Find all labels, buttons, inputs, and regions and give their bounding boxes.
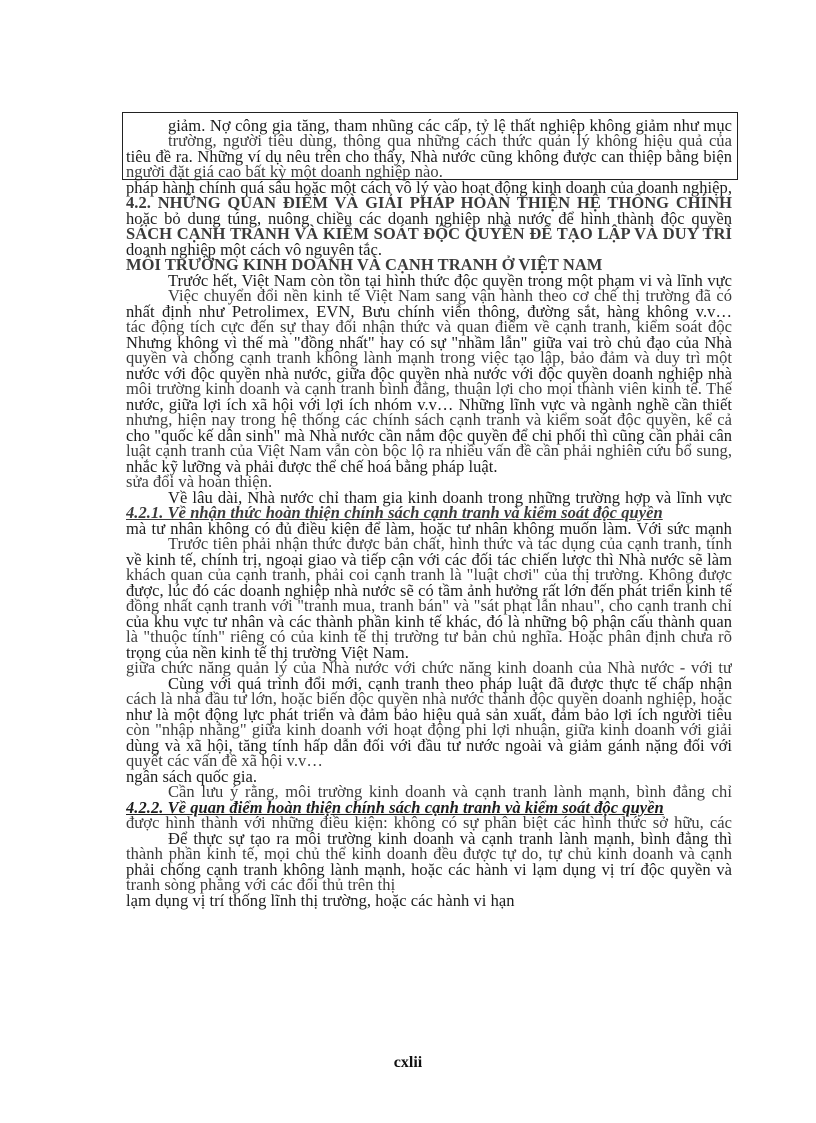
text-layer-back	[126, 125, 732, 900]
paragraph: giảm. Nợ công gia tăng, tham nhũng các cấp, tỷ lệ thất nghiệp không giảm như mục tiêu đề ra. Những ví dụ nêu trên cho thấy, Nhà nước cũng không được can thiệp bằng biện pháp hành chính quá sâu hoặc một cách vô lý vào hoạt động kinh doanh của doanh nghiệp, hoặc bỏ dung túng, nuông chiều các doanh nghiệp nhà nước để hình thành độc quyền doanh nghiệp một cách vô nguyên tắc.	[126, 116, 732, 259]
paragraph: Để thực sự tạo ra môi trường kinh doanh và cạnh tranh lành mạnh, bình đẳng thì phải chống cạnh tranh không lành mạnh, hoặc các hành vi lạm dụng vị trí độc quyền và lạm dụng vị trí thống lĩnh thị trường, hoặc các hành vi hạn	[126, 829, 732, 910]
paragraph: trường, người tiêu dùng, thông qua những cách thức quản lý không hiệu quả của người đặt giá cao bất kỳ một doanh nghiệp nào.	[126, 131, 732, 181]
paragraph: Trước tiên phải nhận thức được bản chất, hình thức và tác dụng của cạnh tranh, tính khách quan của cạnh tranh, phải coi cạnh tranh là "luật chơi" của thị trường. Không được đồng nhất cạnh tranh với "tranh mua, tranh bán" và "sát phạt lẫn nhau", cho cạnh tranh chỉ là "thuộc tính" riêng có của kinh tế thị trường tư bản chủ nghĩa. Hoặc phân định chưa rõ giữa chức năng quản lý của Nhà nước với chức năng kinh doanh của Nhà nước - với tư cách là nhà đầu tư lớn, hoặc biến độc quyền nhà nước thành độc quyền doanh nghiệp, hoặc còn "nhập nhằng" giữa kinh doanh với hoạt động phi lợi nhuận, giữa kinh doanh với giải quyết các vấn đề xã hội v.v…	[126, 534, 732, 770]
paragraph: Cần lưu ý rằng, môi trường kinh doanh và cạnh tranh lành mạnh, bình đẳng chỉ được hình thành với những điều kiện: không có sự phân biệt các hình thức sở hữu, các thành phần kinh tế, mọi chủ thể kinh doanh đều được tự do, tự chủ kinh doanh và cạnh tranh sòng phẳng với các đối thủ trên thị	[126, 782, 732, 894]
section-heading: 4.2.1. Về nhận thức hoàn thiện chính sách cạnh tranh và kiểm soát độc quyền	[126, 503, 663, 522]
frame-box	[122, 112, 738, 180]
paragraph: Việc chuyển đổi nền kinh tế Việt Nam sang vận hành theo cơ chế thị trường đã có tác động tích cực đến sự thay đổi nhận thức và quan điểm về cạnh tranh, kiểm soát độc quyền và chống cạnh tranh không lành mạnh trong việc tạo lập, bảo đảm và duy trì một môi trường kinh doanh và cạnh tranh bình đẳng, thuận lợi cho mọi thành viên kinh tế. Thế nhưng, hiện nay trong hệ thống các chính sách cạnh tranh và kiểm soát độc quyền, kể cả luật cạnh tranh của Việt Nam vẫn còn bộc lộ ra nhiều vấn đề cần phải nghiên cứu bổ sung, sửa đổi và hoàn thiện.	[126, 286, 732, 491]
paragraph: Về lâu dài, Nhà nước chỉ tham gia kinh doanh trong những trường hợp và lĩnh vực mà tư nhân không có đủ điều kiện để làm, hoặc tư nhân không muốn làm. Với sức mạnh về kinh tế, chính trị, ngoại giao và tiếp cận với các đối tác chiến lược thì Nhà nước sẽ làm được, lúc đó các doanh nghiệp nhà nước sẽ có tầm ảnh hưởng rất lớn đến phát triển kinh tế của khu vực tư nhân và các thành phần kinh tế khác, đó là những bộ phận cấu thành quan trọng của nền kinh tế thị trường Việt Nam.	[126, 488, 732, 662]
section-heading: 4.2.2. Về quan điểm hoàn thiện chính sách cạnh tranh và kiểm soát độc quyền	[126, 798, 664, 817]
paragraph: Cùng với quá trình đổi mới, cạnh tranh theo pháp luật đã được thực tế chấp nhận như là một động lực phát triển và đảm bảo hiệu quả sản xuất, đảm bảo lợi ích người tiêu dùng và xã hội, tăng tính hấp dẫn đối với đầu tư nước ngoài và giảm gánh nặng đối với ngân sách quốc gia.	[126, 674, 732, 786]
paragraph: Trước hết, Việt Nam còn tồn tại hình thức độc quyền trong một phạm vi và lĩnh vực nhất định như Petrolimex, EVN, Bưu chính viễn thông, đường sắt, hàng không v.v… Nhưng không vì thế mà "đồng nhất" hay có sự "nhầm lẫn" giữa vai trò chủ đạo của Nhà nước với độc quyền nhà nước, giữa độc quyền nhà nước với độc quyền doanh nghiệp nhà nước, giữa lợi ích xã hội với lợi ích nhóm v.v… Những lĩnh vực và ngành nghề cần thiết cho "quốc kế dân sinh" mà Nhà nước cần nắm độc quyền để chi phối thì cũng cần phải cân nhắc kỹ lưỡng và phải được thể chế hoá bằng pháp luật.	[126, 271, 732, 476]
document-page	[126, 110, 732, 1030]
chapter-heading: 4.2. NHỮNG QUAN ĐIỂM VÀ GIẢI PHÁP HOÀN THIỆN HỆ THỐNG CHÍNH SÁCH CẠNH TRANH VÀ KIỂM SOÁT ĐỘC QUYỀN ĐỂ TẠO LẬP VÀ DUY TRÌ MÔI TRƯỜNG KINH DOANH VÀ CẠNH TRANH Ở VIỆT NAM	[126, 193, 732, 274]
page-number: cxlii	[393, 1054, 423, 1071]
